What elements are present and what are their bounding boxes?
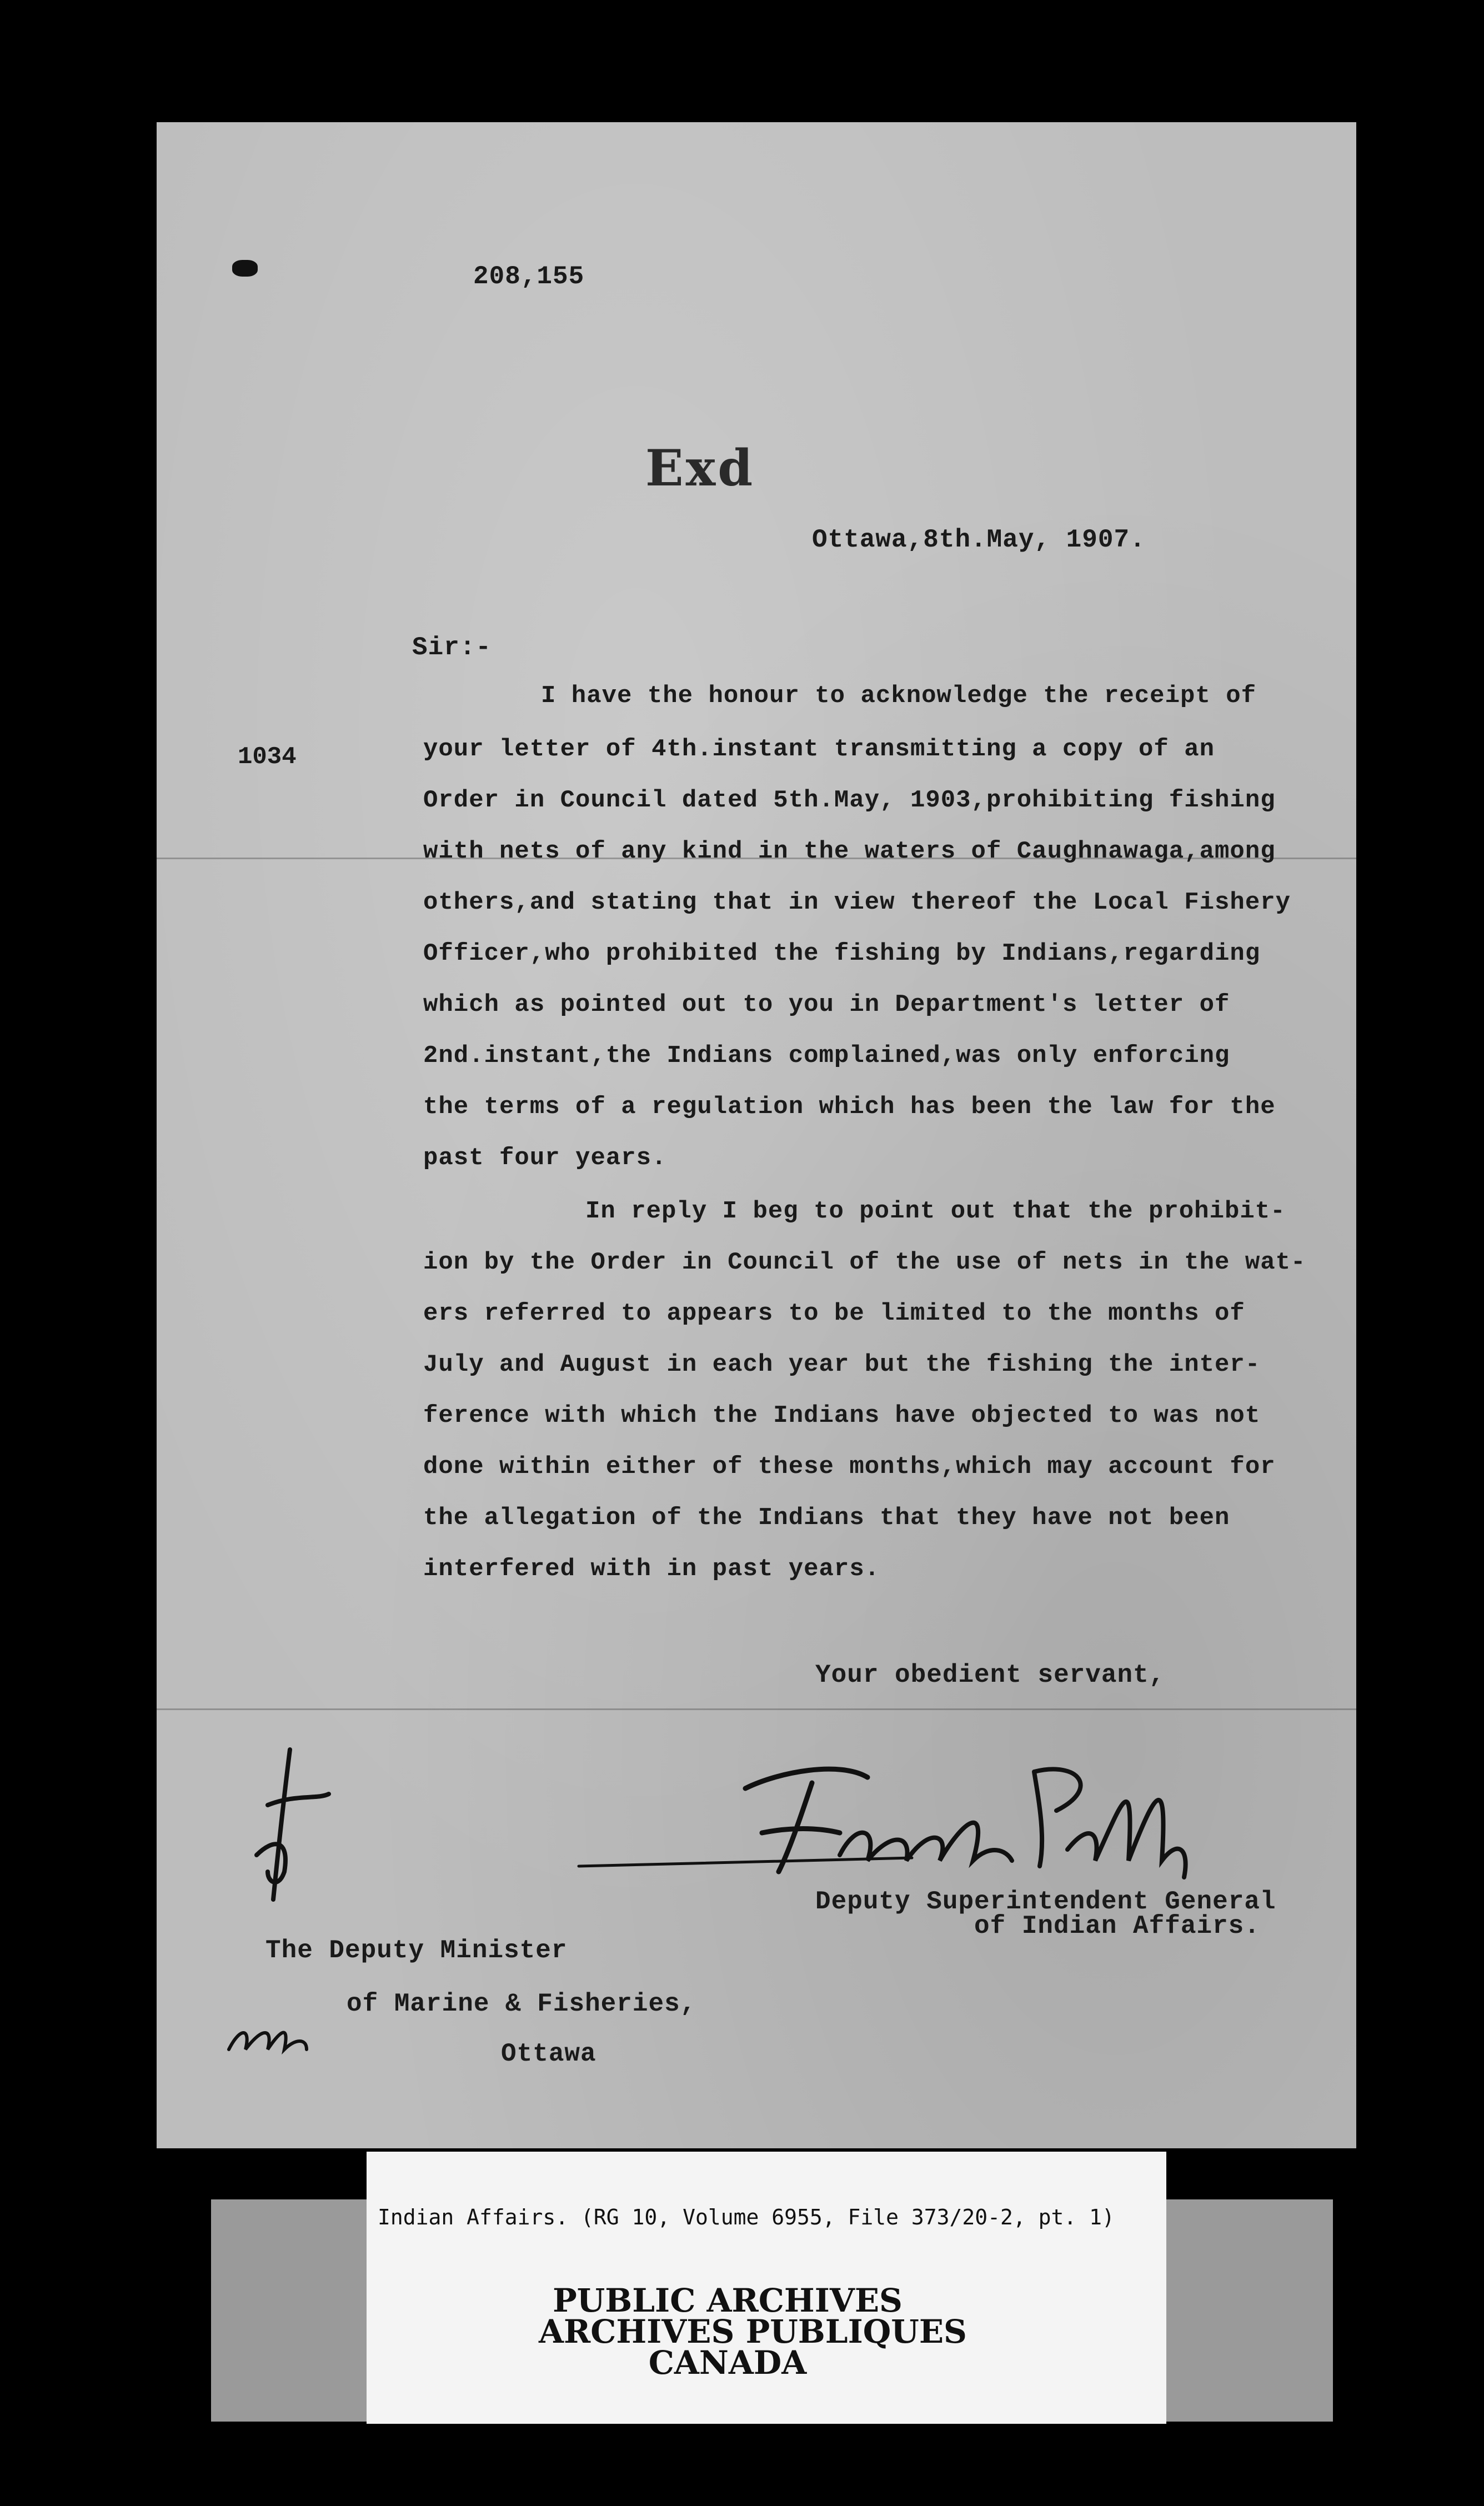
- body-line: July and August in each year but the fishing the inter-: [423, 1351, 1261, 1379]
- addressee-line-3: Ottawa: [501, 2039, 596, 2068]
- margin-reference: 1034: [238, 743, 297, 771]
- body-line: your letter of 4th.instant transmitting a copy of an: [423, 735, 1215, 763]
- body-line: done within either of these months,which may account for: [423, 1453, 1276, 1481]
- body-line: Officer,who prohibited the fishing by Indians,regarding: [423, 940, 1261, 968]
- fold-line: [157, 1708, 1356, 1710]
- file-number: 208,155: [473, 262, 585, 291]
- signature-image: [579, 1738, 1201, 1905]
- body-line: the terms of a regulation which has been the law for the: [423, 1093, 1276, 1121]
- addressee-line-2: of Marine & Fisheries,: [347, 1989, 696, 2018]
- body-line: with nets of any kind in the waters of Caughnawaga,among: [423, 838, 1276, 865]
- margin-initials: [234, 1744, 345, 1911]
- date-line: Ottawa,8th.May, 1907.: [812, 525, 1146, 554]
- archive-name-en: PUBLIC ARCHIVES: [553, 2282, 903, 2319]
- body-line: Order in Council dated 5th.May, 1903,prohibiting fishing: [423, 786, 1276, 814]
- body-line: others,and stating that in view thereof the Local Fishery: [423, 889, 1291, 916]
- body-line: which as pointed out to you in Department's letter of: [423, 991, 1230, 1019]
- signatory-title-2: of Indian Affairs.: [974, 1912, 1260, 1941]
- ink-blot: [232, 260, 258, 277]
- archive-label: [367, 2152, 1166, 2424]
- archive-name-fr: ARCHIVES PUBLIQUES: [539, 2313, 967, 2350]
- body-line: ion by the Order in Council of the use of nets in the wat-: [423, 1249, 1306, 1276]
- body-line: I have the honour to acknowledge the receipt of: [541, 682, 1257, 710]
- archive-reference: Indian Affairs. (RG 10, Volume 6955, File 373/20-2, pt. 1): [378, 2205, 1115, 2229]
- closing: Your obedient servant,: [815, 1661, 1165, 1690]
- body-line: ers referred to appears to be limited to the months of: [423, 1300, 1245, 1327]
- exd-stamp: Exd: [645, 439, 755, 498]
- body-line: the allegation of the Indians that they have not been: [423, 1504, 1230, 1532]
- body-line: interfered with in past years.: [423, 1555, 880, 1583]
- salutation: Sir:-: [412, 633, 492, 662]
- signatory-title-1: Deputy Superintendent General: [815, 1887, 1276, 1916]
- archive-country: CANADA: [648, 2344, 807, 2382]
- addressee-line-1: The Deputy Minister: [265, 1936, 568, 1965]
- margin-scribble: [223, 2016, 312, 2061]
- body-line: 2nd.instant,the Indians complained,was only enforcing: [423, 1042, 1230, 1070]
- letter-page: [157, 122, 1356, 2148]
- body-line: In reply I beg to point out that the prohibit-: [585, 1197, 1286, 1225]
- body-line: ference with which the Indians have objected to was not: [423, 1402, 1261, 1430]
- body-line: past four years.: [423, 1144, 667, 1172]
